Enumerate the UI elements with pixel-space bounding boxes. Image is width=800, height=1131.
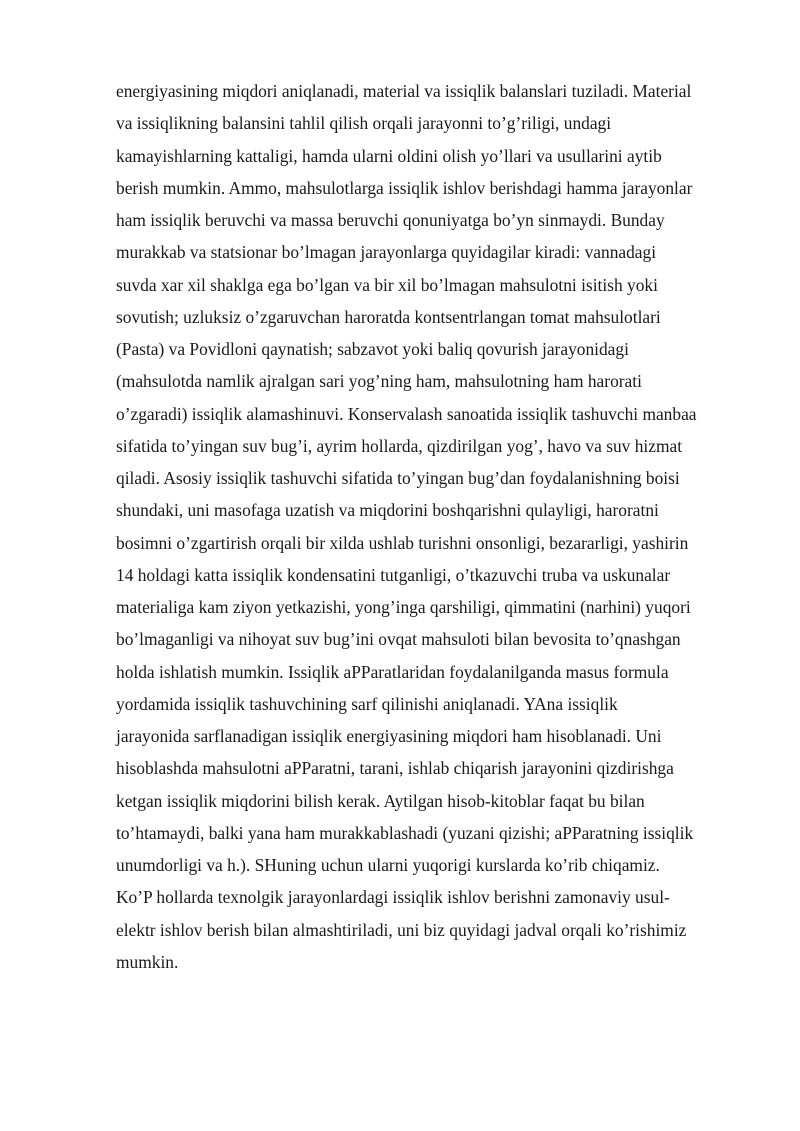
text-line: suvda xar xil shaklga ega bo’lgan va bir xil bo’lmagan mahsulotni isitish yoki	[116, 274, 658, 295]
text-line: materialiga kam ziyon yetkazishi, yong’inga qarshiligi, qimmatini (narhini) yuqori	[116, 597, 691, 617]
text-line: berish mumkin. Ammo, mahsulotlarga issiqlik ishlov berishdagi hamma jarayonlar	[116, 177, 693, 198]
text-line: jarayonida sarflanadigan issiqlik energiyasining miqdori ham hisoblanadi. Uni	[116, 726, 662, 746]
text-line: hisoblashda mahsulotni aPParatni, tarani, ishlab chiqarish jarayonini qizdirishga	[116, 758, 674, 779]
text-line: murakkab va statsionar bo’lmagan jarayonlarga quyidagilar kiradi: vannadagi	[116, 242, 657, 263]
text-line: shundaki, uni masofaga uzatish va miqdorini boshqarishni qulayligi, haroratni	[116, 500, 659, 521]
text-line: bosimni o’zgartirish orqali bir xilda ushlab turishni onsonligi, bezararligi, yashirin	[116, 532, 689, 553]
text-line: sovutish; uzluksiz o’zgaruvchan haroratda kontsentrlangan tomat mahsulotlari	[116, 306, 661, 327]
text-line: to’htamaydi, balki yana ham murakkablashadi (yuzani qizishi; aPParatning issiqlik	[116, 822, 694, 843]
text-line: unumdorligi va h.). SHuning uchun ularni yuqorigi kurslarda ko’rib chiqamiz.	[116, 855, 660, 875]
text-line: mumkin.	[116, 951, 179, 972]
text-line: yordamida issiqlik tashuvchining sarf qilinishi aniqlanadi. YAna issiqlik	[116, 693, 618, 714]
text-line: bo’lmaganligi va nihoyat suv bug’ini ovqat mahsuloti bilan bevosita to’qnashgan	[116, 629, 681, 650]
text-line: ham issiqlik beruvchi va massa beruvchi qonuniyatga bo’yn sinmaydi. Bunday	[116, 210, 665, 230]
text-line: ketgan issiqlik miqdorini bilish kerak. Aytilgan hisob-kitoblar faqat bu bilan	[116, 790, 645, 811]
text-line: (mahsulotda namlik ajralgan sari yog’ning ham, mahsulotning ham harorati	[116, 371, 642, 392]
text-line: qiladi. Asosiy issiqlik tashuvchi sifatida to’yingan bug’dan foydalanishning boisi	[116, 468, 680, 488]
text-line: holda ishlatish mumkin. Issiqlik aPParatlaridan foydalanilganda masus formula	[116, 661, 669, 682]
body-paragraph	[116, 75, 746, 978]
text-line: kamayishlarning kattaligi, hamda ularni oldini olish yo’llari va usullarini aytib	[116, 145, 662, 166]
text-line: sifatida to’yingan suv bug’i, ayrim hollarda, qizdirilgan yog’, havo va suv hizmat	[116, 435, 683, 456]
text-line: o’zgaradi) issiqlik alamashinuvi. Konservalash sanoatida issiqlik tashuvchi manbaa	[116, 403, 697, 424]
text-line: energiyasining miqdori aniqlanadi, material va issiqlik balanslari tuziladi. Material	[116, 81, 692, 101]
text-line: 14 holdagi katta issiqlik kondensatini tutganligi, o’tkazuvchi truba va uskunalar	[116, 564, 671, 585]
text-line: Ko’P hollarda texnolgik jarayonlardagi issiqlik ishlov berishni zamonaviy usul-	[116, 887, 670, 908]
text-line: va issiqlikning balansini tahlil qilish orqali jarayonni to’g’riligi, undagi	[116, 113, 612, 134]
text-line: elektr ishlov berish bilan almashtiriladi, uni biz quyidagi jadval orqali ko’rishimiz	[116, 919, 687, 940]
text-line: (Pasta) va Povidloni qaynatish; sabzavot yoki baliq qovurish jarayonidagi	[116, 339, 629, 359]
